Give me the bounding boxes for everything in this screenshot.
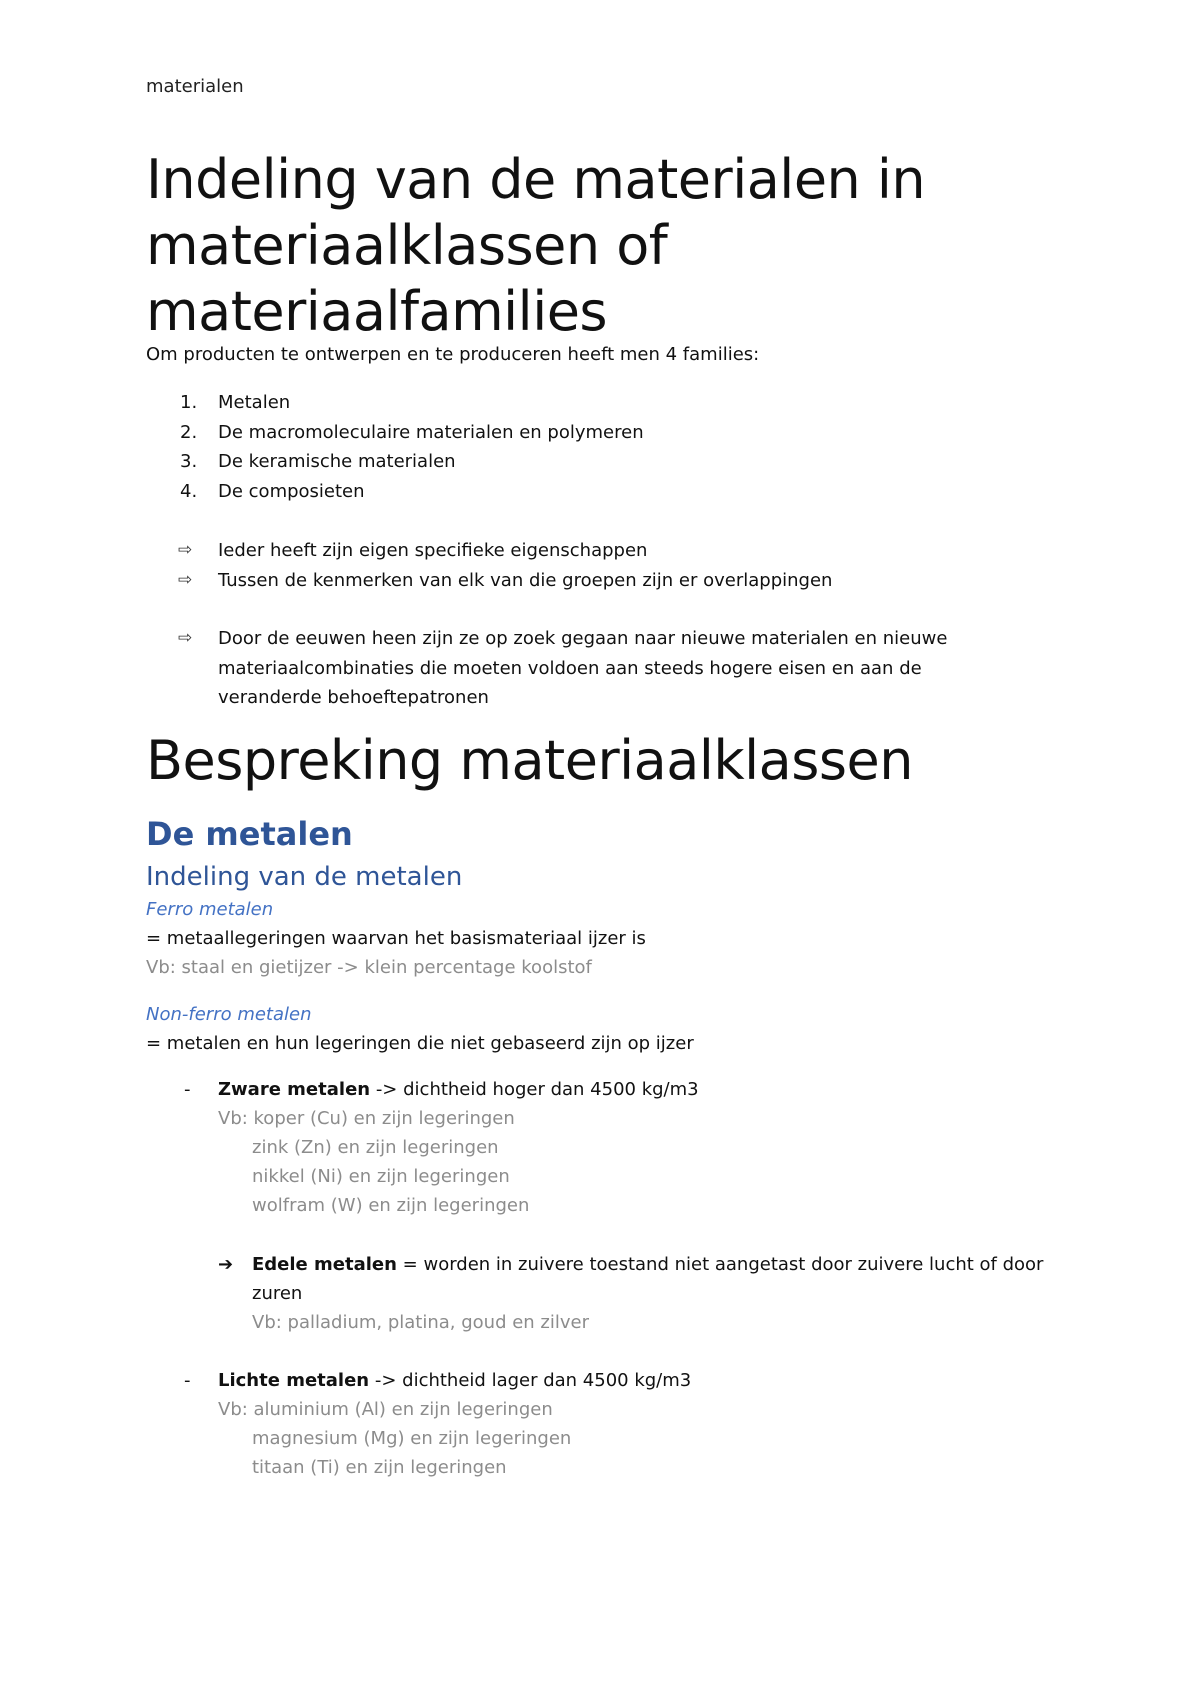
document-title: Indeling van de materialen in materiaalklassen of materiaalfamilies [146, 148, 926, 343]
heading-indeling: Indeling van de metalen [146, 862, 463, 892]
edele-term: Edele metalen [252, 1254, 397, 1275]
dash-bullet: - [184, 1370, 191, 1391]
list-number: 4. [180, 480, 198, 502]
zware-rest: -> dichtheid hoger dan 4500 kg/m3 [370, 1079, 699, 1100]
ferro-example: Vb: staal en gietijzer -> klein percentage koolstof [146, 957, 592, 978]
lichte-example: Vb: aluminium (Al) en zijn legeringen [218, 1399, 553, 1420]
heading-nonferro: Non-ferro metalen [146, 1004, 312, 1025]
list-item [146, 418, 644, 448]
list-label: Metalen [218, 392, 291, 414]
list-item [146, 624, 1018, 713]
list-number: 3. [180, 451, 198, 473]
open-right-arrow-icon: ⇨ [178, 628, 193, 648]
zware-example: Vb: koper (Cu) en zijn legeringen [218, 1108, 515, 1129]
lichte-example: magnesium (Mg) en zijn legeringen [252, 1428, 572, 1449]
point-text: Tussen de kenmerken van elk van die groepen zijn er overlappingen [218, 569, 833, 591]
page-header: materialen [146, 76, 244, 97]
lichte-rest: -> dichtheid lager dan 4500 kg/m3 [369, 1370, 692, 1391]
heading-ferro: Ferro metalen [146, 899, 274, 920]
list-item [146, 566, 1018, 596]
open-right-arrow-icon: ⇨ [178, 540, 193, 560]
list-label: De composieten [218, 480, 365, 502]
zware-line [218, 1079, 699, 1100]
lichte-term: Lichte metalen [218, 1370, 370, 1391]
ferro-definition: = metaallegeringen waarvan het basismateriaal ijzer is [146, 928, 646, 949]
bold-right-arrow-icon: ➔ [218, 1254, 234, 1275]
families-list [146, 388, 644, 506]
zware-example: zink (Zn) en zijn legeringen [252, 1137, 499, 1158]
zware-example: wolfram (W) en zijn legeringen [252, 1195, 530, 1216]
edele-example: Vb: palladium, platina, goud en zilver [252, 1312, 589, 1333]
list-item [146, 477, 644, 507]
heading-metalen: De metalen [146, 815, 353, 853]
points-list-2 [146, 624, 1018, 713]
lichte-example: titaan (Ti) en zijn legeringen [252, 1457, 507, 1478]
point-text: Door de eeuwen heen zijn ze op zoek gegaan naar nieuwe materialen en nieuwe materiaalcombinaties die moeten voldoen aan steeds hogere eisen en aan de veranderde behoeftepatronen [218, 628, 948, 708]
lichte-line [218, 1370, 691, 1391]
edele-line [252, 1254, 1052, 1275]
edele-rest-line: zuren [252, 1283, 303, 1304]
list-number: 2. [180, 421, 198, 443]
list-item [146, 388, 644, 418]
list-item [146, 447, 644, 477]
zware-example: nikkel (Ni) en zijn legeringen [252, 1166, 510, 1187]
open-right-arrow-icon: ⇨ [178, 569, 193, 590]
zware-term: Zware metalen [218, 1079, 371, 1100]
dash-bullet: - [184, 1079, 191, 1100]
points-list [146, 536, 1018, 595]
intro-text: Om producten te ontwerpen en te produceren heeft men 4 families: [146, 344, 760, 365]
list-label: De keramische materialen [218, 451, 456, 473]
point-text: Ieder heeft zijn eigen specifieke eigenschappen [218, 540, 648, 561]
list-label: De macromoleculaire materialen en polymeren [218, 421, 644, 443]
section-title: Bespreking materiaalklassen [146, 729, 913, 792]
nonferro-definition: = metalen en hun legeringen die niet gebaseerd zijn op ijzer [146, 1033, 694, 1054]
edele-rest: = worden in zuivere toestand niet aangetast door zuivere lucht of door [396, 1254, 1044, 1275]
list-number: 1. [180, 392, 198, 414]
list-item [146, 536, 1018, 566]
